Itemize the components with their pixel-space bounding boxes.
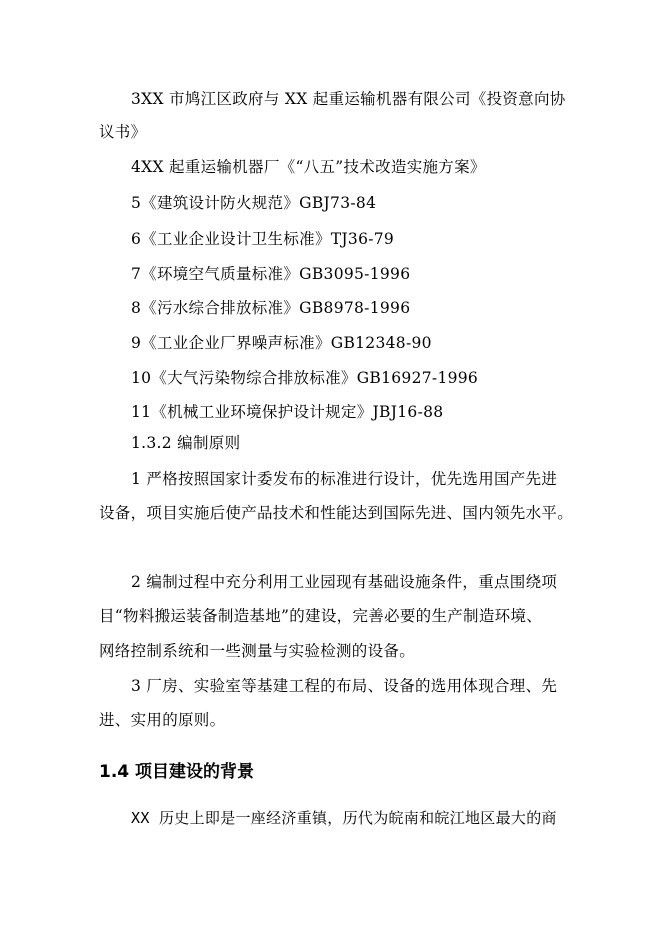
principle-3-line-2: 进、实用的原则。: [99, 711, 226, 729]
section-heading: 1.4 项目建设的背景: [99, 762, 255, 782]
reference-item-11: 11《机械工业环境保护设计规定》JBJ16-88: [131, 403, 444, 421]
principle-1-line-2: 设备，项目实施后使产品技术和性能达到国际先进、国内领先水平。: [99, 504, 574, 522]
reference-item-7: 7《环境空气质量标准》GB3095-1996: [131, 265, 411, 283]
principle-2-line-1: 2 编制过程中充分利用工业园现有基础设施条件，重点围绕项: [131, 573, 558, 591]
principle-2-line-2: 目“物料搬运装备制造基地”的建设，完善必要的生产制造环境、: [99, 607, 543, 625]
reference-item-4: 4XX 起重运输机器厂《“八五”技术改造实施方案》: [131, 158, 486, 176]
principle-1-line-1: 1 严格按照国家计委发布的标准进行设计，优先选用国产先进: [131, 470, 558, 488]
reference-item-10: 10《大气污染物综合排放标准》GB16927-1996: [131, 369, 479, 387]
reference-item-3-line-1: 3XX 市鸠江区政府与 XX 起重运输机器有限公司《投资意向协: [131, 90, 566, 108]
subsection-title: 1.3.2 编制原则: [131, 434, 241, 452]
reference-item-8: 8《污水综合排放标准》GB8978-1996: [131, 299, 411, 317]
reference-item-6: 6《工业企业设计卫生标准》TJ36-79: [131, 230, 395, 248]
reference-item-3-line-2: 议书》: [99, 123, 147, 141]
reference-item-9: 9《工业企业厂界噪声标准》GB12348-90: [131, 334, 432, 352]
principle-3-line-1: 3 厂房、实验室等基建工程的布局、设备的选用体现合理、先: [131, 677, 558, 695]
reference-item-5: 5《建筑设计防火规范》GBJ73-84: [131, 194, 377, 212]
background-paragraph-line-1: XX 历史上即是一座经济重镇，历代为皖南和皖江地区最大的商: [131, 809, 557, 827]
principle-2-line-3: 网络控制系统和一些测量与实验检测的设备。: [99, 642, 416, 660]
